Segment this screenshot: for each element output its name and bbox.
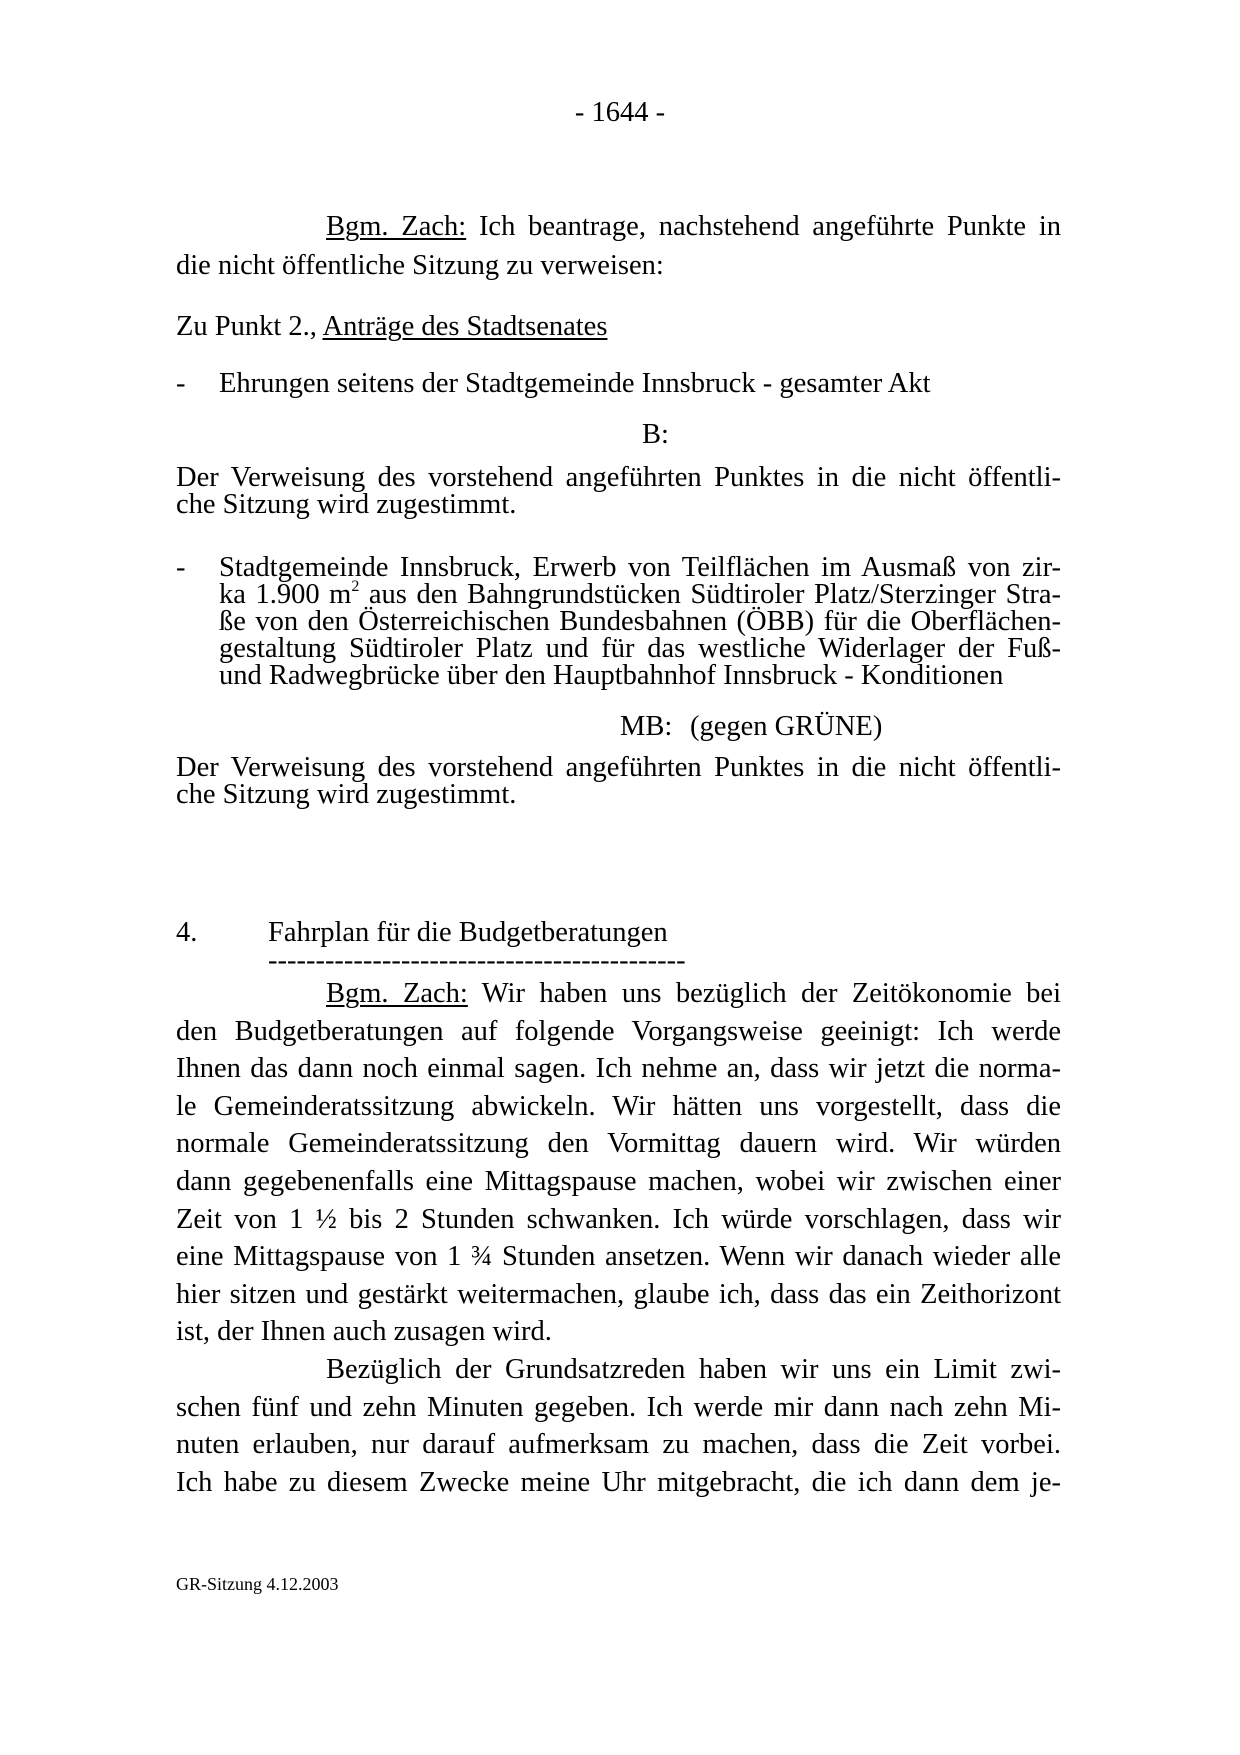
agenda-title: Anträge des Stadtsenates <box>322 311 608 342</box>
agenda-prefix: Zu Punkt 2., <box>176 311 317 342</box>
speech-line: Ich habe zu diesem Zwecke meine Uhr mitgebracht, die ich dann dem je- <box>176 1466 1061 1498</box>
item-line: ße von den Österreichischen Bundesbahnen (ÖBB) für die Oberflächen- <box>219 606 1061 637</box>
resolution-line: che Sitzung wird zugestimmt. <box>176 489 517 520</box>
speech <box>176 975 1061 1501</box>
resolution-line: Der Verweisung des vorstehend angeführten Punktes in die nicht öffentli- <box>176 462 1061 493</box>
speech-line: Zeit von 1 ½ bis 2 Stunden schwanken. Ich würde vorschlagen, dass wir <box>176 1203 1061 1235</box>
motion-line: die nicht öffentliche Sitzung zu verweisen: <box>176 250 664 281</box>
speech-line: eine Mittagspause von 1 ¾ Stunden ansetzen. Wenn wir danach wieder alle <box>176 1241 1061 1273</box>
speech-line: dann gegebenenfalls eine Mittagspause machen, wobei wir zwischen einer <box>176 1165 1061 1197</box>
list-item <box>176 365 1061 403</box>
section-rule: -------------------------------------------- <box>268 945 686 976</box>
resolution-line: Der Verweisung des vorstehend angeführten Punktes in die nicht öffentli- <box>176 752 1061 783</box>
resolution <box>176 464 1061 518</box>
section-title: Fahrplan für die Budgetberatungen <box>268 917 668 948</box>
item-line: Ehrungen seitens der Stadtgemeinde Innsbruck - gesamter Akt <box>219 368 931 399</box>
motion-line <box>326 208 1061 246</box>
speech-line: schen fünf und zehn Minuten gegeben. Ich werde mir dann nach zehn Mi- <box>176 1391 1061 1423</box>
speech-line: hier sitzen und gestärkt weitermachen, glaube ich, dass das ein Zeithorizont <box>176 1278 1061 1310</box>
resolution-line: che Sitzung wird zugestimmt. <box>176 779 517 810</box>
vote-result: B: <box>642 419 669 450</box>
bullet-dash: - <box>176 368 186 399</box>
list-item <box>176 554 1061 689</box>
item-text-segment: aus den Bahngrundstücken Südtiroler Platz/Sterzinger Stra- <box>368 579 1061 610</box>
item-line: und Radwegbrücke über den Hauptbahnhof Innsbruck - Konditionen <box>219 660 1004 691</box>
item-text-segment: ka 1.900 m <box>219 579 352 610</box>
speech-line <box>326 975 1061 1013</box>
speech-line: den Budgetberatungen auf folgende Vorgangsweise geeinigt: Ich werde <box>176 1015 1061 1047</box>
page-footer: GR-Sitzung 4.12.2003 <box>176 1574 339 1594</box>
speech-line: normale Gemeinderatssitzung den Vormittag dauern wird. Wir würden <box>176 1128 1061 1160</box>
vote-note: (gegen GRÜNE) <box>690 711 883 742</box>
speech-text: Wir haben uns bezüglich der Zeitökonomie bei <box>481 978 1061 1009</box>
speech-line: nuten erlauben, nur darauf aufmerksam zu machen, dass die Zeit vorbei. <box>176 1429 1061 1461</box>
speech-line: Ihnen das dann noch einmal sagen. Ich nehme an, dass wir jetzt die norma- <box>176 1053 1061 1085</box>
item-line <box>219 578 1061 610</box>
speech-line: Bezüglich der Grundsatzreden haben wir uns ein Limit zwi- <box>326 1353 1061 1385</box>
speech-line: le Gemeinderatssitzung abwickeln. Wir hätten uns vorgestellt, dass die <box>176 1090 1061 1122</box>
resolution <box>176 754 1061 808</box>
item-line: gestaltung Südtiroler Platz und für das westliche Widerlager der Fuß- <box>219 633 1061 664</box>
motion-text: Ich beantrage, nachstehend angeführte Punkte in <box>478 211 1061 242</box>
agenda-reference <box>176 308 1061 346</box>
speech-line: ist, der Ihnen auch zusagen wird. <box>176 1316 552 1348</box>
vote-result: MB: <box>620 711 673 742</box>
speaker-label: Bgm. Zach: <box>326 978 468 1009</box>
item-line: Stadtgemeinde Innsbruck, Erwerb von Teilflächen im Ausmaß von zir- <box>219 552 1061 583</box>
section-number: 4. <box>176 917 198 948</box>
superscript: 2 <box>351 578 360 595</box>
page-number: - 1644 - <box>574 97 666 128</box>
speaker-label: Bgm. Zach: <box>326 211 467 242</box>
bullet-dash: - <box>176 552 186 583</box>
